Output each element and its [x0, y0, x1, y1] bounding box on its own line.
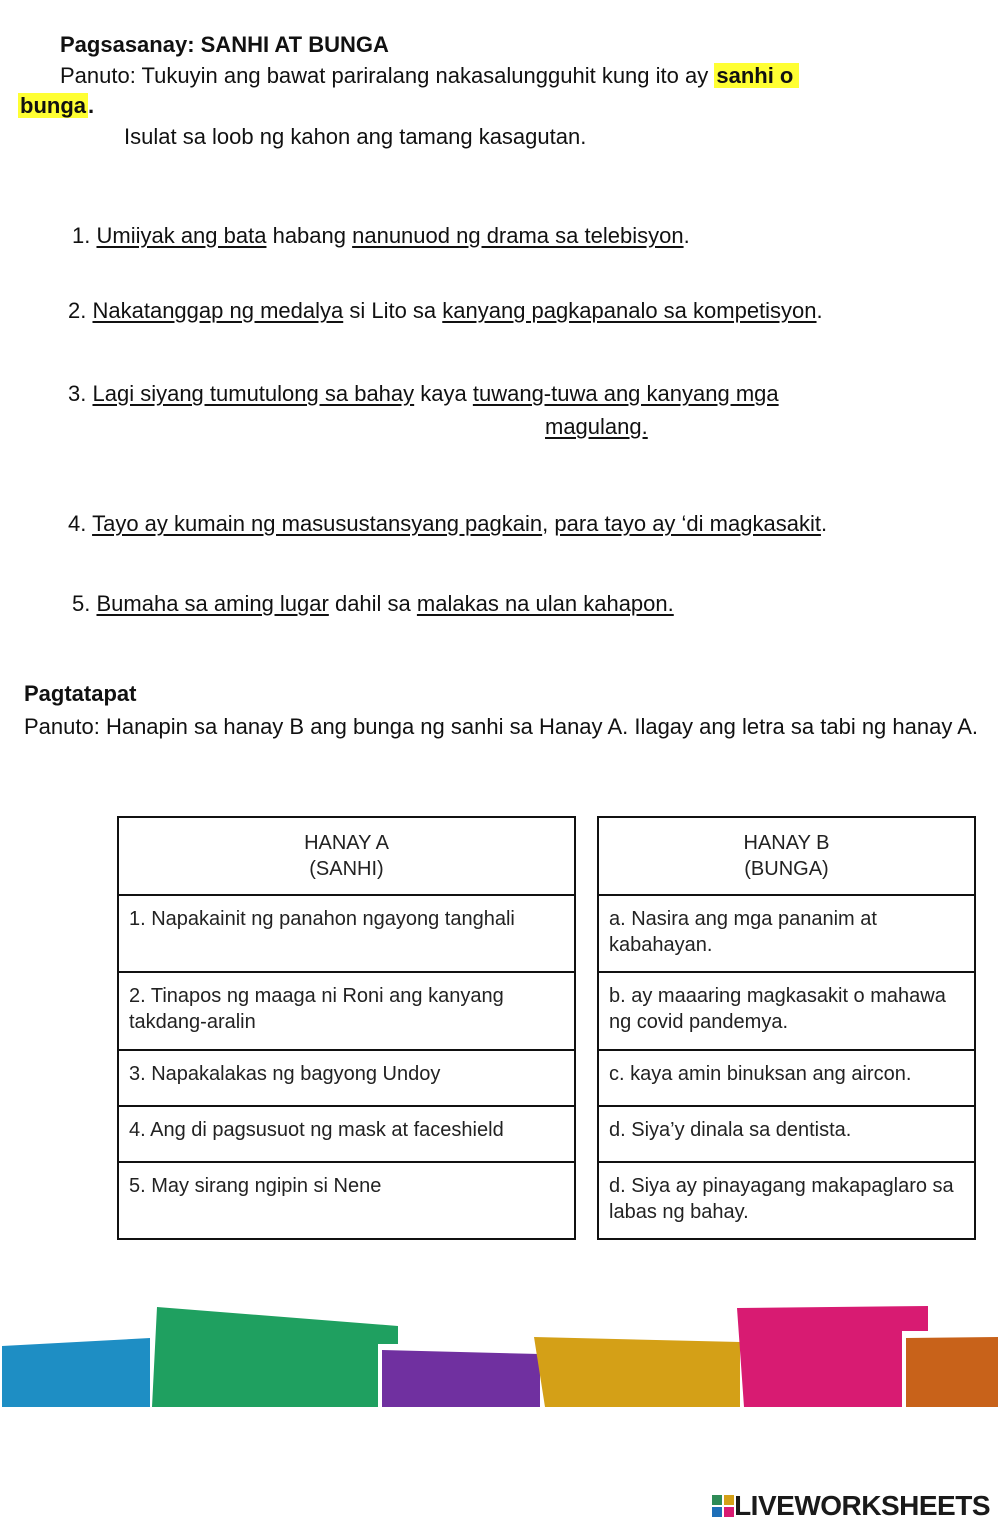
punctuation: .	[820, 511, 828, 536]
item-number: 2.	[68, 298, 87, 323]
underlined-phrase-a: Nakatanggap ng medalya	[92, 298, 344, 323]
hanay-a-row: 5. May sirang ngipin si Nene	[118, 1162, 575, 1239]
exercise-item	[68, 298, 823, 324]
hanay-a-header	[118, 817, 575, 895]
hanay-b-row: c. kaya amin binuksan ang aircon.	[598, 1050, 975, 1106]
connector: dahil sa	[328, 591, 417, 616]
exercise-item	[72, 223, 690, 249]
purple-bar	[382, 1350, 540, 1407]
underlined-phrase-a: Umiiyak ang bata	[96, 223, 267, 248]
worksheet-title: Pagsasanay: SANHI AT BUNGA	[60, 32, 389, 57]
hanay-b-row: d. Siya’y dinala sa dentista.	[598, 1106, 975, 1162]
underlined-phrase-a: Tayo ay kumain ng masusustansyang pagkain	[92, 511, 543, 536]
liveworksheets-logo	[712, 1489, 990, 1523]
decorative-color-bars	[0, 1300, 1000, 1410]
logo-grid-icon	[712, 1495, 734, 1517]
hanay-b-header	[598, 817, 975, 895]
connector: kaya	[414, 381, 473, 406]
magenta-bar	[737, 1306, 928, 1407]
hanay-b-row: d. Siya ay pinayagang makapaglaro sa labas ng bahay.	[598, 1162, 975, 1239]
item-number: 3.	[68, 381, 87, 406]
instruction-text: Panuto: Tukuyin ang bawat pariralang nakasalungguhit kung ito ay	[60, 63, 715, 88]
highlight-bunga: bunga	[20, 93, 86, 118]
punctuation: .	[816, 298, 823, 323]
section-title-pagtatapat: Pagtatapat	[24, 681, 137, 706]
underlined-phrase-b: nanunuod ng drama sa telebisyon	[352, 223, 684, 248]
connector: habang	[266, 223, 353, 248]
item-number: 1.	[72, 223, 91, 248]
item-number: 4.	[68, 511, 87, 536]
exercise-item	[68, 381, 779, 407]
logo-text: LIVEWORKSHEETS	[734, 1490, 990, 1521]
hanay-a-table	[117, 816, 576, 1240]
connector: ,	[542, 511, 555, 536]
underlined-phrase-b: para tayo ay ‘di magkasakit	[554, 511, 821, 536]
underlined-phrase-a: Bumaha sa aming lugar	[96, 591, 329, 616]
hanay-a-row: 1. Napakainit ng panahon ngayong tanghali	[118, 895, 575, 972]
section-instruction: Panuto: Hanapin sa hanay B ang bunga ng sanhi sa Hanay A. Ilagay ang letra sa tabi ng hanay A.	[24, 714, 979, 739]
underlined-phrase-b: tuwang-tuwa ang kanyang mga	[472, 381, 779, 406]
hanay-a-row: 3. Napakalakas ng bagyong Undoy	[118, 1050, 575, 1106]
yellow-bar	[534, 1337, 740, 1407]
item-number: 5.	[72, 591, 91, 616]
header-line: HANAY A	[304, 832, 389, 854]
instruction-line-1	[60, 63, 799, 89]
instruction-line-2: Isulat sa loob ng kahon ang tamang kasagutan.	[124, 124, 587, 149]
header-subline: (BUNGA)	[744, 858, 829, 880]
green-bar	[152, 1307, 398, 1407]
hanay-a-row: 4. Ang di pagsusuot ng mask at faceshield	[118, 1106, 575, 1162]
instruction-period: .	[88, 93, 95, 118]
underlined-phrase-b: malakas na ulan kahapon.	[416, 591, 674, 616]
connector: si Lito sa	[343, 298, 443, 323]
hanay-b-table	[597, 816, 976, 1240]
exercise-item	[68, 511, 827, 537]
header-line: HANAY B	[743, 832, 830, 854]
header-subline: (SANHI)	[309, 858, 384, 880]
highlight-sanhi-o: sanhi o	[714, 63, 799, 88]
instruction-line-1b	[18, 93, 94, 119]
punctuation: .	[683, 223, 690, 248]
hanay-a-row: 2. Tinapos ng maaga ni Roni ang kanyang takdang-aralin	[118, 972, 575, 1050]
underlined-phrase-b-continued: magulang.	[545, 414, 648, 439]
hanay-b-row: a. Nasira ang mga pananim at kabahayan.	[598, 895, 975, 972]
underlined-phrase-a: Lagi siyang tumutulong sa bahay	[92, 381, 415, 406]
exercise-item	[72, 591, 674, 617]
blue-bar	[2, 1338, 150, 1407]
orange-bar	[906, 1337, 998, 1407]
hanay-b-row: b. ay maaaring magkasakit o mahawa ng covid pandemya.	[598, 972, 975, 1050]
underlined-phrase-b: kanyang pagkapanalo sa kompetisyon	[442, 298, 817, 323]
